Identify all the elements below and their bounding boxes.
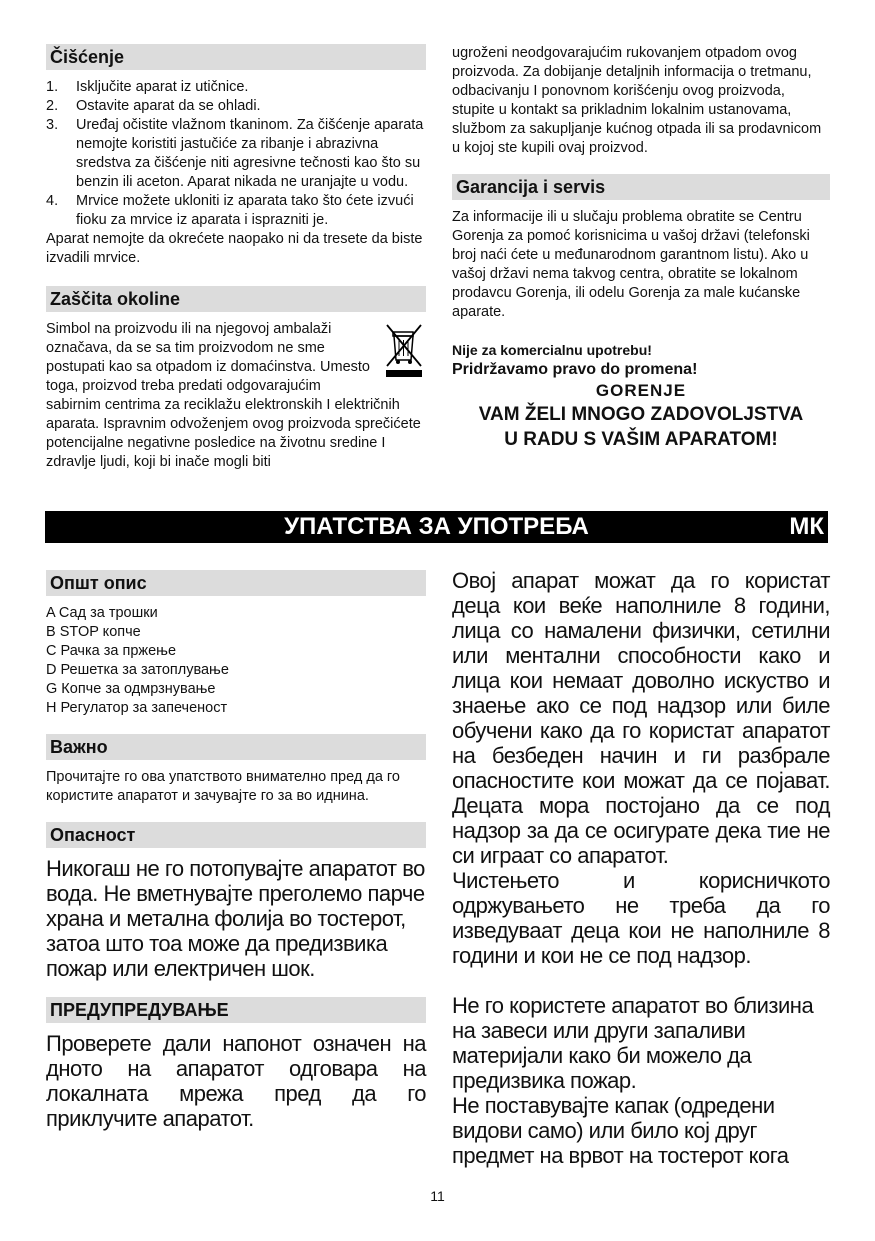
- warranty-heading: Garancija i servis: [452, 174, 830, 200]
- warning-text: Проверете дали напонот означен на дното на апаратот одговара на локалната мрежа пред да го приклучите апаратот.: [46, 1031, 426, 1131]
- list-item: 2. Ostavite aparat da se ohladi.: [46, 98, 261, 114]
- warning-heading: ПРЕДУПРЕДУВАЊЕ: [46, 997, 426, 1023]
- cover-paragraph: Не поставувајте капак (одредени видови само) или било кој друг предмет на врвот на тостерот кога: [452, 1093, 789, 1168]
- important-heading: Важно: [46, 734, 426, 760]
- list-item: A Сад за трошки: [46, 605, 158, 621]
- list-item: 3. Uređaj očistite vlažnom tkaninom. Za čišćenje aparata nemojte koristiti jastučiće za ribanje i abrazivna sredstva za čišćenje niti agresivne tečnosti kao što su benzin ili aceton. Aparat nikada ne uranjajte u vodu.: [46, 117, 424, 190]
- brand-name: GORENJE: [595, 381, 687, 400]
- general-heading: Општ опис: [46, 570, 426, 596]
- list-item: 4. Mrvice možete ukloniti iz aparata tako što ćete izvući fioku za mrvice iz aparata i isprazniti je.: [46, 193, 414, 228]
- language-code: МК: [789, 513, 824, 540]
- environment-continued: ugroženi neodgovarajućim rukovanjem otpadom ovog proizvoda. Za dobijanje detaljnih informacija o tretmanu, odbacivanju I ponovnom korišćenju ovog proizvoda, stupite u kontakt sa prikladnim lokalnim ustanovama, službom za sakupljanje kućnog otpada ili sa prodavnicom u kojoj ste kupili ovaj proizvod.: [452, 45, 822, 156]
- environment-text: Simbol na proizvodu ili na njegovoj ambalaži označava, da se sa tim proizvodom ne sme postupati kao sa otpadom iz domaćinstva. Umesto toga, proizvod treba predati odgovarajućim sabirnim centrima za reciklažu elektronskih I električnih aparata. Ispravnim odvoženjem ovog proizvoda sprečićete potencijalne negativne posledice na životnu sredine I zdravlje ljudi, koji bi inače mogli biti: [46, 321, 421, 470]
- curtains-paragraph: Не го користете апаратот во близина на завеси или други запаливи материјали како би можело да предизвика пожар.: [452, 993, 814, 1093]
- weee-crossed-bin-icon: [384, 322, 424, 378]
- cleaning-steps: [46, 78, 426, 230]
- warranty-text: Za informacije ili u slučaju problema obratite se Centru Gorenja za pomoć korisnicima u vašoj državi (telefonski broj naći ćete u međunarodnom garantnom listu). Ako u vašoj državi nema takvog centra, obratite se lokalnom prodavcu Gorenja, ili odelu Gorenja za male kućanske aparate.: [452, 209, 810, 320]
- reserve-notice: Pridržavamo pravo do promena!: [452, 361, 698, 378]
- cleaning-heading: Čišćenje: [46, 44, 426, 70]
- wish-line-2: U RADU S VAŠIM APARATOM!: [504, 429, 778, 450]
- language-banner: [45, 511, 828, 543]
- list-item: 1. Isključite aparat iz utičnice.: [46, 79, 249, 95]
- cleaning-children-paragraph: Чистењето и корисничкото одржувањето не треба да го изведуваат деца кои не наполниле 8 години и кои не се под надзор.: [452, 868, 830, 968]
- list-item: H Регулатор за запеченост: [46, 700, 228, 716]
- list-item: B STOP копче: [46, 624, 141, 640]
- banner-title: УПАТСТВА ЗА УПОТРЕБА: [284, 513, 589, 540]
- left-bottom-column: [46, 570, 426, 1131]
- danger-heading: Опасност: [46, 822, 426, 848]
- wish-line-1: VAM ŽELI MNOGO ZADOVOLJSTVA: [478, 404, 804, 425]
- environment-heading: Zaščita okoline: [46, 286, 426, 312]
- cleaning-note: Aparat nemojte da okrećete naopako ni da tresete da biste izvadili mrvice.: [46, 231, 423, 266]
- page-number: 11: [430, 1188, 445, 1204]
- children-paragraph: Овој апарат можат да го користат деца кои веќе наполниле 8 години, лица со намалени физички, сетилни или ментални способности како и лица кои немаат доволно искуство и знаење ако се под надзор или биле обучени како да го користат апаратот на безбеден начин и ги разбрале опасностите кои можат да се појават. Децата мора постојано да се под надзор за да се осигурате дека тие не си играат со апаратот.: [452, 568, 830, 868]
- right-bottom-column: [452, 568, 830, 1168]
- important-text: Прочитајте го ова упатството внимателно пред да го користите апаратот и зачувајте го за во иднина.: [46, 769, 400, 804]
- right-top-column: [452, 44, 830, 452]
- list-item: D Решетка за затоплување: [46, 662, 229, 678]
- not-commercial-notice: Nije za komercialnu upotrebu!: [452, 342, 652, 358]
- list-item: G Копче за одмрзнување: [46, 681, 216, 697]
- left-top-column: [46, 44, 426, 472]
- general-list: [46, 604, 426, 718]
- list-item: C Рачка за пржење: [46, 643, 177, 659]
- danger-text: Никогаш не го потопувајте апаратот во вода. Не вметнувајте преголемо парче храна и метална фолија во тостерот, затоа што тоа може да предизвика пожар или електричен шок.: [46, 856, 425, 981]
